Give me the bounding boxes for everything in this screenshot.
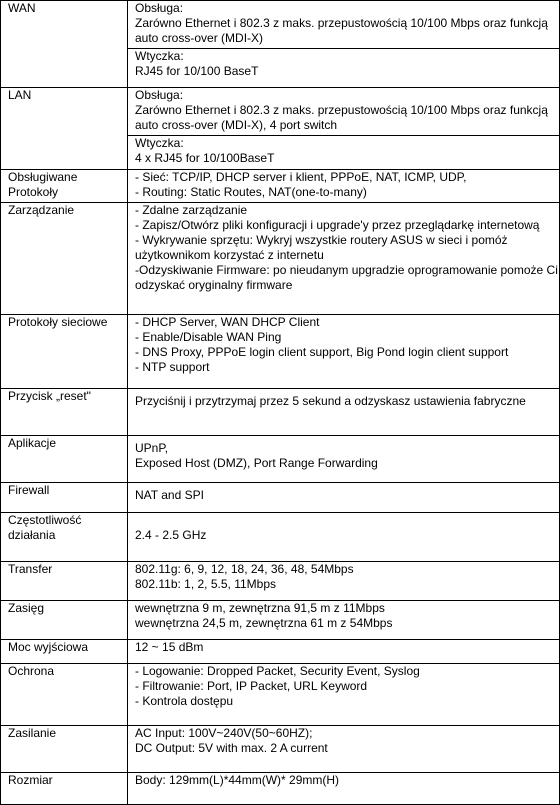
value-line: - Wykrywanie sprzętu: Wykryj wszystkie routery ASUS w sieci i pomóż użytkownikom korzystać z internetu [135,233,508,262]
value-line: Przyciśnij i przytrzymaj przez 5 sekund a odzyskasz ustawienia fabryczne [135,393,526,408]
value-line: Exposed Host (DMZ), Port Range Forwarding [135,455,378,470]
row-label: Aplikacje [1,435,128,482]
row-label: Zasięg [1,600,128,639]
table-row [1,1,560,88]
row-value [128,562,560,601]
value-line: - Kontrola dostępu [135,694,234,709]
value-line: UPnP, [135,440,169,455]
row-value [128,1,560,88]
table-row [1,562,560,601]
row-value [128,513,560,562]
row-value [128,664,560,726]
value-line: - NTP support [135,360,210,375]
row-label: Ochrona [1,664,128,726]
value-line [135,513,559,528]
sub-section: Wtyczka: 4 x RJ45 for 10/100BaseT [128,135,559,166]
row-label: Zasilanie [1,726,128,773]
table-row [1,203,560,315]
value-line: - Filtrowanie: Port, IP Packet, URL Keyword [135,679,368,694]
row-label: Zarządzanie [1,203,128,315]
table-row [1,435,560,482]
row-label: Transfer [1,562,128,601]
row-label: Protokoły sieciowe [1,315,128,388]
value-line: - Zdalne zarządzanie [135,203,248,217]
value-line: - Sieć: TCP/IP, DHCP server i klient, PPPoE, NAT, ICMP, UDP, [135,170,467,185]
value-line: 802.11g: 6, 9, 12, 18, 24, 36, 48, 54Mbps [135,562,354,577]
value-line: -Odzyskiwanie Firmware: po nieudanym upgradzie oprogramowanie pomoże Ci odzyskać oryginalny firmware [135,263,558,292]
row-label: Przycisk „reset" [1,388,128,435]
row-value [128,87,560,170]
row-value [128,315,560,388]
value-line: DC Output: 5V with max. 2 A current [135,741,328,756]
table-row [1,773,560,805]
row-value [128,435,560,482]
value-line: NAT and SPI [135,487,204,502]
row-value [128,600,560,639]
row-label: Moc wyjściowa [1,639,128,663]
sub-section: Obsługa: Zarówno Ethernet i 802.3 z maks. przepustowością 10/100 Mbps oraz funkcją auto cross-over (MDI-X) [135,1,548,45]
value-line: 2.4 - 2.5 GHz [135,528,207,543]
row-value [128,726,560,773]
value-line: wewnętrzna 9 m, zewnętrzna 91,5 m z 11Mbps [135,600,385,615]
row-label: Obsługiwane Protokoły [1,170,128,203]
value-line: wewnętrzna 24,5 m, zewnętrzna 61 m z 54Mbps [135,615,393,630]
row-label: LAN [1,87,128,170]
row-label: Częstotliwość działania [1,513,128,562]
row-value [128,170,560,203]
sub-section: Wtyczka: RJ45 for 10/100 BaseT [128,48,559,79]
value-line: 12 ~ 15 dBm [135,639,204,654]
value-line: - Enable/Disable WAN Ping [135,330,282,345]
value-line: - Logowanie: Dropped Packet, Security Event, Syslog [135,664,420,679]
row-value [128,639,560,663]
row-value [128,773,560,805]
table-row [1,315,560,388]
value-line: Body: 129mm(L)*44mm(W)* 29mm(H) [135,773,340,788]
row-label: Rozmiar [1,773,128,805]
value-line: AC Input: 100V~240V(50~60HZ); [135,726,313,741]
table-row [1,726,560,773]
table-row [1,639,560,663]
table-row [1,600,560,639]
row-label: WAN [1,1,128,88]
value-line: - DHCP Server, WAN DHCP Client [135,315,320,330]
table-row [1,170,560,203]
table-row [1,664,560,726]
row-label: Firewall [1,482,128,513]
spec-table-body [1,1,560,805]
table-row [1,513,560,562]
sub-section: Obsługa: Zarówno Ethernet i 802.3 z maks. przepustowością 10/100 Mbps oraz funkcją auto cross-over (MDI-X), 4 port switch [135,87,548,132]
table-row [1,388,560,435]
row-value [128,388,560,435]
row-value [128,203,560,315]
row-value [128,482,560,513]
table-row [1,482,560,513]
value-line: - Routing: Static Routes, NAT(one-to-many) [135,185,367,200]
value-line: - DNS Proxy, PPPoE login client support, Big Pond login client support [135,345,509,360]
value-line: 802.11b: 1, 2, 5.5, 11Mbps [135,577,276,592]
table-row [1,87,560,170]
value-line: - Zapisz/Otwórz pliki konfiguracji i upgrade'y przez przeglądarkę internetową [135,218,540,232]
